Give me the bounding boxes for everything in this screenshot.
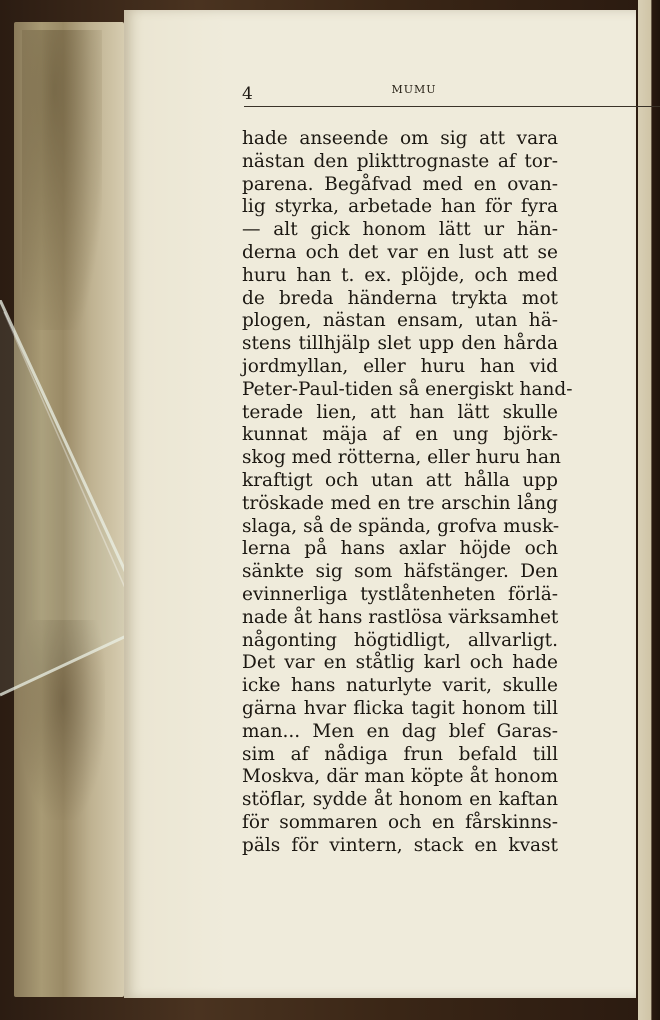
text-line: evinnerliga tystlåtenheten förlä- bbox=[242, 583, 558, 605]
text-line: de breda händerna trykta mot bbox=[242, 287, 558, 309]
text-line: huru han t. ex. plöjde, och med bbox=[242, 264, 558, 286]
text-line: nade åt hans rastlösa värksamhet bbox=[242, 606, 559, 628]
text-line: lerna på hans axlar höjde och bbox=[242, 538, 558, 560]
text-line: slaga, så de spända, grofva musk- bbox=[242, 515, 560, 537]
text-line: för sommaren och en fårskinns- bbox=[242, 811, 558, 833]
text-line: derna och det var en lust att se bbox=[242, 241, 558, 263]
page-number: 4 bbox=[242, 84, 253, 104]
text-line: nästan den plikttrognaste af tor- bbox=[242, 150, 558, 172]
text-line: kunnat mäja af en ung björk- bbox=[242, 424, 558, 446]
text-line: jordmyllan, eller huru han vid bbox=[242, 355, 558, 377]
text-line: sänkte sig som häfstänger. Den bbox=[242, 561, 558, 583]
text-line: sim af nådiga frun befald till bbox=[242, 743, 558, 765]
text-line: hade anseende om sig att vara bbox=[242, 128, 558, 149]
text-line: stöflar, sydde åt honom en kaftan bbox=[242, 789, 558, 811]
text-line: lig styrka, arbetade han för fyra bbox=[242, 196, 558, 218]
next-page-edge bbox=[638, 0, 660, 1020]
running-head: MUMU bbox=[391, 83, 437, 96]
text-line: man... Men en dag blef Garas- bbox=[242, 720, 558, 742]
text-line: gärna hvar flicka tagit honom till bbox=[242, 697, 558, 719]
body-text bbox=[242, 128, 573, 858]
book-page bbox=[124, 10, 636, 998]
text-line: plogen, nästan ensam, utan hä- bbox=[242, 310, 558, 332]
text-line: Moskva, där man köpte åt honom bbox=[242, 766, 558, 788]
text-line: terade lien, att han lätt skulle bbox=[242, 401, 558, 423]
text-line: Peter-Paul-tiden så energiskt hand- bbox=[242, 378, 573, 400]
text-line: päls för vintern, stack en kvast bbox=[242, 834, 558, 856]
text-line: stens tillhjälp slet upp den hårda bbox=[242, 333, 558, 355]
text-line: — alt gick honom lätt ur hän- bbox=[242, 219, 558, 241]
text-line: kraftigt och utan att hålla upp bbox=[242, 469, 558, 491]
text-line: icke hans naturlyte varit, skulle bbox=[242, 675, 558, 697]
text-line: någonting högtidligt, allvarligt. bbox=[242, 629, 558, 651]
text-line: skog med rötterna, eller huru han bbox=[242, 447, 561, 469]
text-line: parena. Begåfvad med en ovan- bbox=[242, 173, 558, 195]
text-line: Det var en ståtlig karl och hade bbox=[242, 652, 558, 674]
text-line: tröskade med en tre arschin lång bbox=[242, 492, 558, 514]
header-rule bbox=[244, 106, 660, 107]
gutter-stain bbox=[22, 30, 102, 330]
